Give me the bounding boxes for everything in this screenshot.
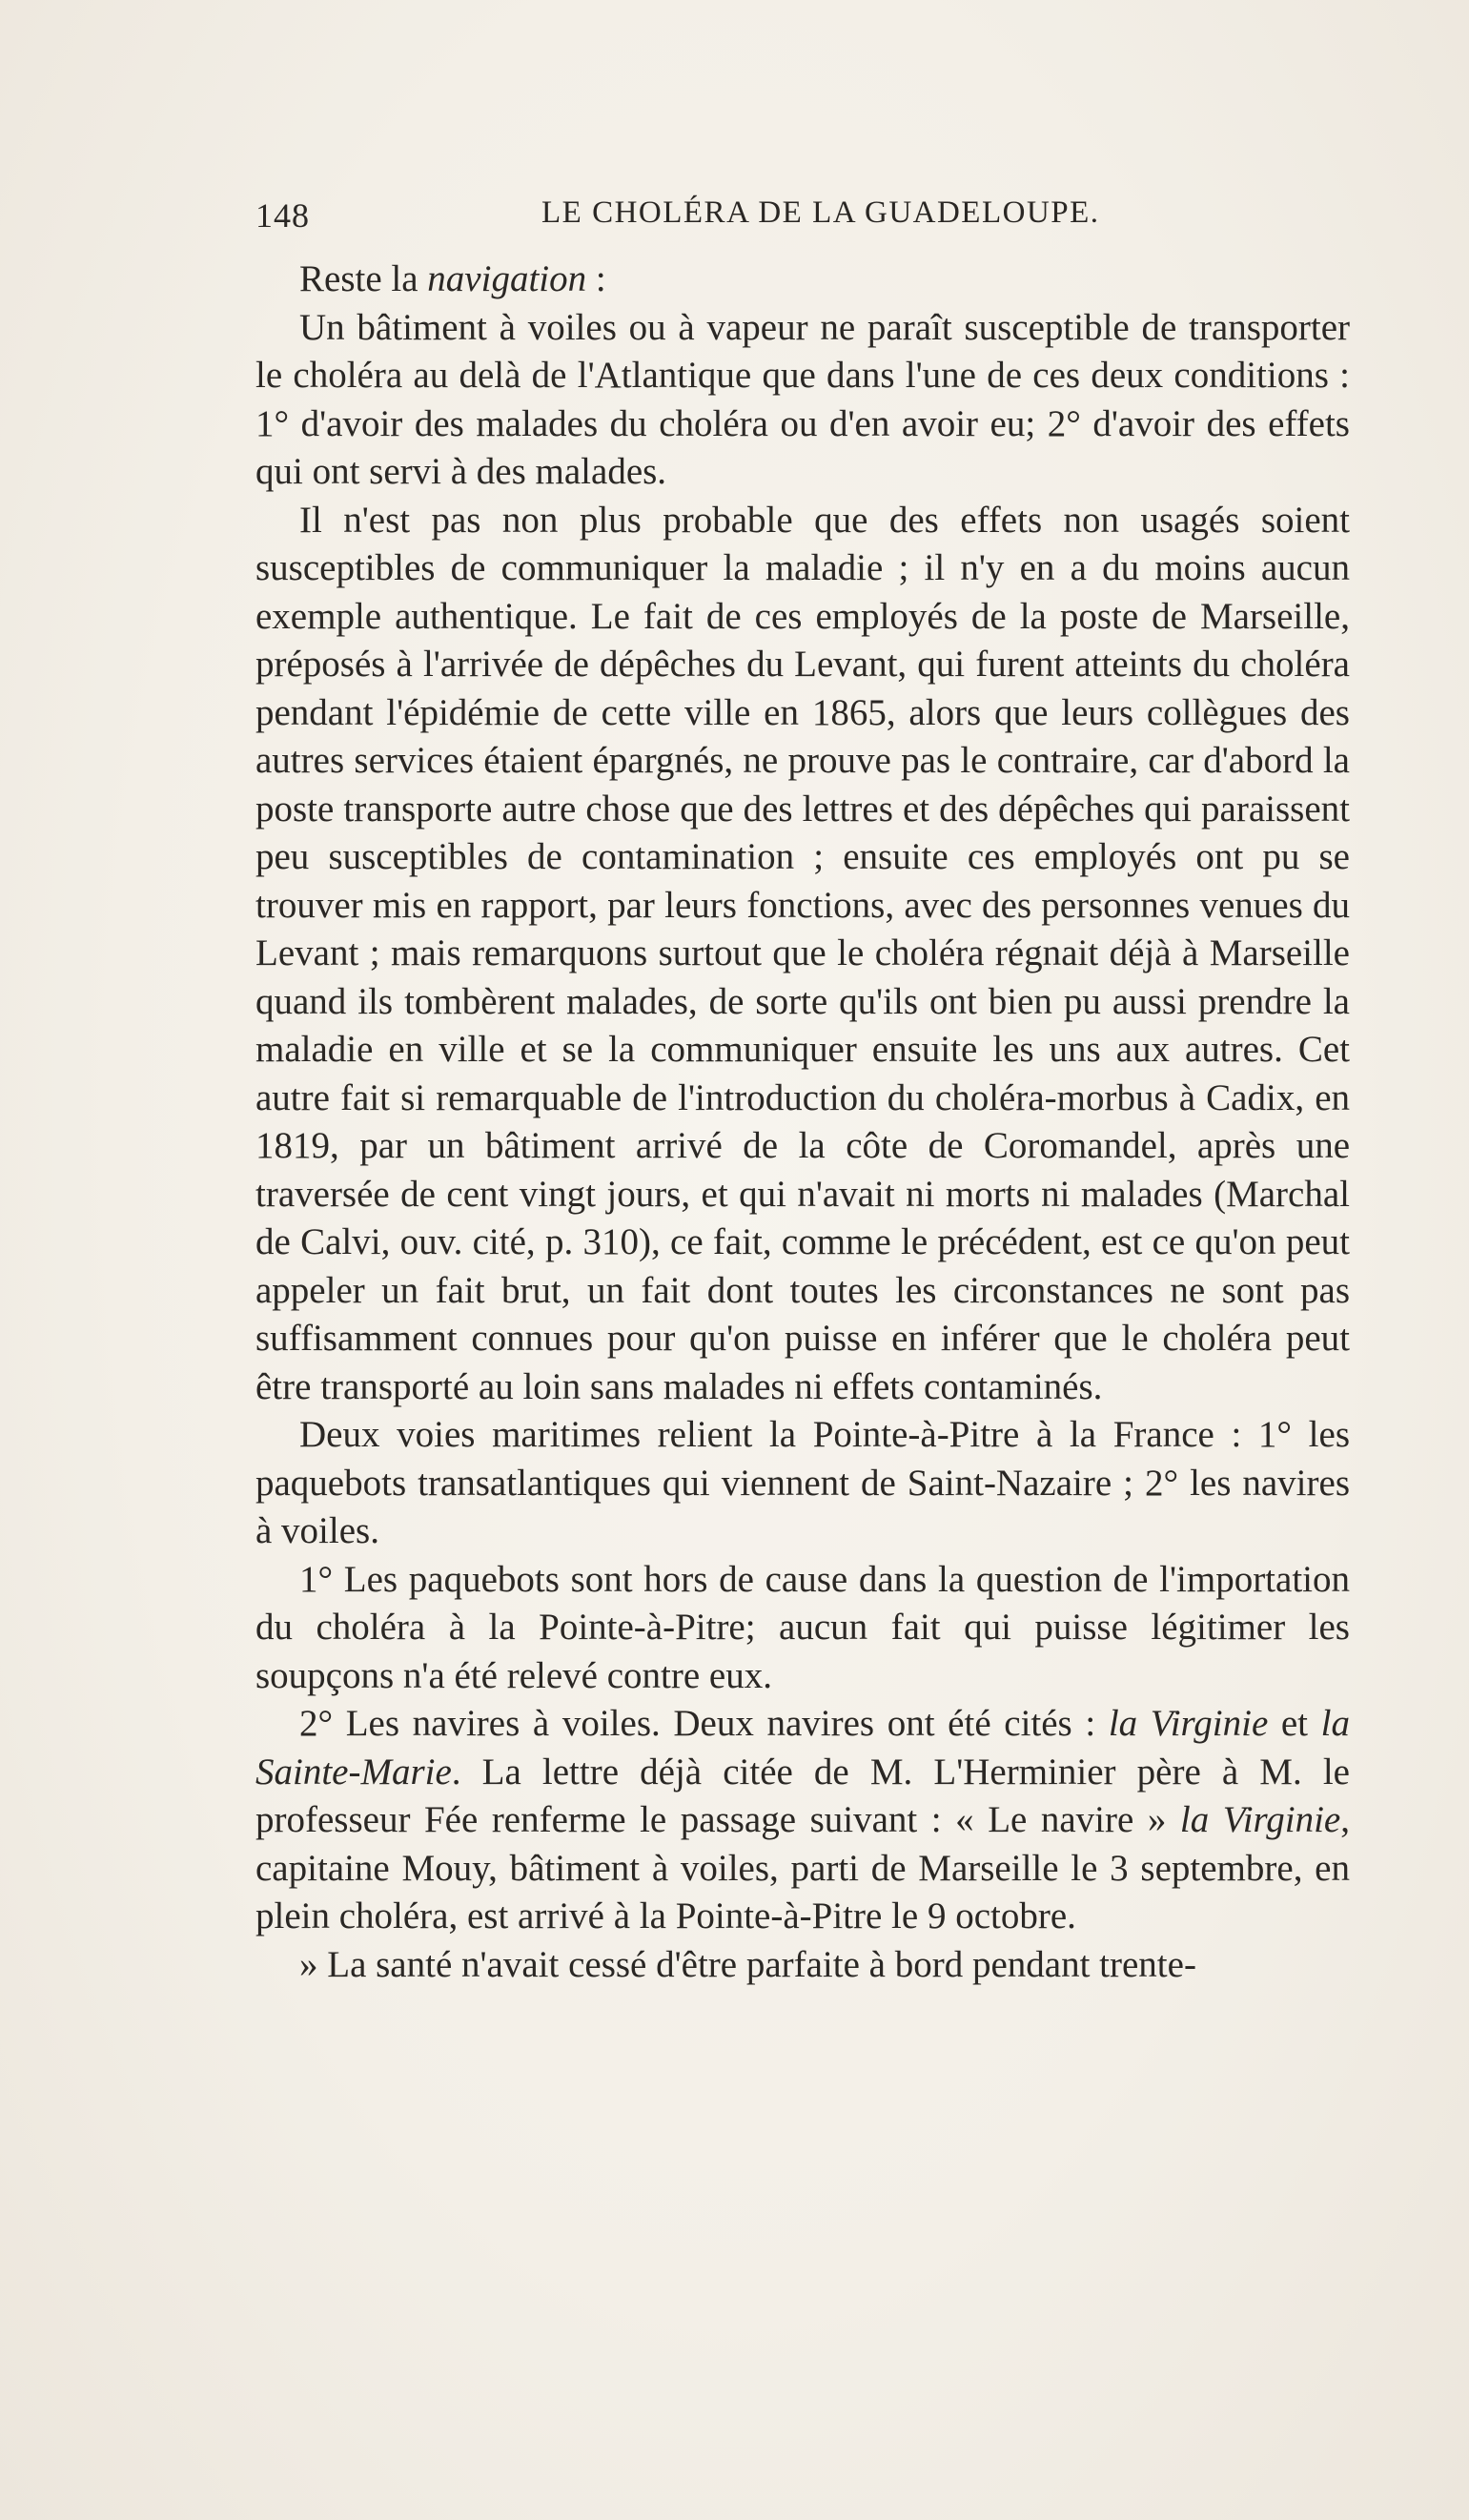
italic-segment: la Sainte-Marie (255, 1703, 1350, 1793)
paragraph-navigation (255, 256, 1350, 304)
italic-segment: la Virginie (1179, 1799, 1341, 1840)
paragraph-sante: » La santé n'avait cessé d'être parfaite à bord pendant trente- (299, 1943, 1196, 1985)
page-header (255, 195, 1352, 243)
body-text (255, 256, 1350, 1989)
paragraph-maritime-routes: Deux voies maritimes relient la Pointe-à-Pitre à la France : 1° les paquebots transatlantiques qui viennent de Saint-Nazaire ; 2° les navires à voiles. (255, 1414, 1350, 1551)
italic-segment: navigation (427, 258, 587, 299)
text-segment: 2° Les navires à voiles. Deux navires ont été cités : (299, 1703, 1109, 1744)
text-segment: , capitaine Mouy, bâtiment à voiles, parti de Marseille le 3 septembre, en plein choléra, est arrivé à la Pointe-à-Pitre le 9 octobre. (255, 1799, 1350, 1936)
paragraph-navires (255, 1700, 1350, 1941)
running-title: LE CHOLÉRA DE LA GUADELOUPE. (541, 195, 1100, 230)
page-number: 148 (255, 196, 310, 235)
paragraph-effects: Il n'est pas non plus probable que des effets non usagés soient susceptibles de communiquer la maladie ; il n'y en a du moins aucun exemple authentique. Le fait de ces employés de la poste de Marseille, préposés à l'arrivée de dépêches du Levant, qui furent atteints du choléra pendant l'épidémie de cette ville en 1865, alors que leurs collègues des autres services étaient épargnés, ne prouve pas le contraire, car d'abord la poste transporte autre chose que des lettres et des dépêches qui paraissent peu susceptibles de contamination ; ensuite ces employés ont pu se trouver mis en rapport, par leurs fonctions, avec des personnes venues du Levant ; mais remarquons surtout que le choléra régnait déjà à Marseille quand ils tombèrent malades, de sorte qu'ils ont bien pu aussi prendre la maladie en ville et se la communiquer ensuite les uns aux autres. Cet autre fait si remarquable de l'introduction du choléra-morbus à Cadix, en 1819, par un bâtiment arrivé de la côte de Coromandel, après une traversée de cent vingt jours, et qui n'avait ni morts ni malades (Marchal de Calvi, ouv. cité, p. 310), ce fait, comme le précédent, est ce qu'on peut appeler un fait brut, un fait dont toutes les circonstances ne sont pas suffisamment connues pour qu'on puisse en inférer que le choléra peut être transporté au loin sans malades ni effets contaminés. (255, 499, 1350, 1407)
text-segment: . La lettre déjà citée de M. L'Herminier père à M. le professeur Fée renferme le passage suivant : « Le navire » (255, 1751, 1350, 1840)
paragraph-conditions: Un bâtiment à voiles ou à vapeur ne paraît susceptible de transporter le choléra au delà de l'Atlantique que dans l'une de ces deux conditions : 1° d'avoir des malades du choléra ou d'en avoir eu; 2° d'avoir des effets qui ont servi à des malades. (255, 306, 1350, 492)
text-segment: et (1268, 1703, 1321, 1744)
italic-segment: la Virginie (1108, 1703, 1269, 1744)
paragraph-paquebots: 1° Les paquebots sont hors de cause dans la question de l'importation du choléra à la Pointe-à-Pitre; aucun fait qui puisse légitimer les soupçons n'a été relevé contre eux. (255, 1558, 1350, 1696)
text-segment: Reste la (299, 258, 428, 299)
text-segment: : (586, 258, 606, 299)
